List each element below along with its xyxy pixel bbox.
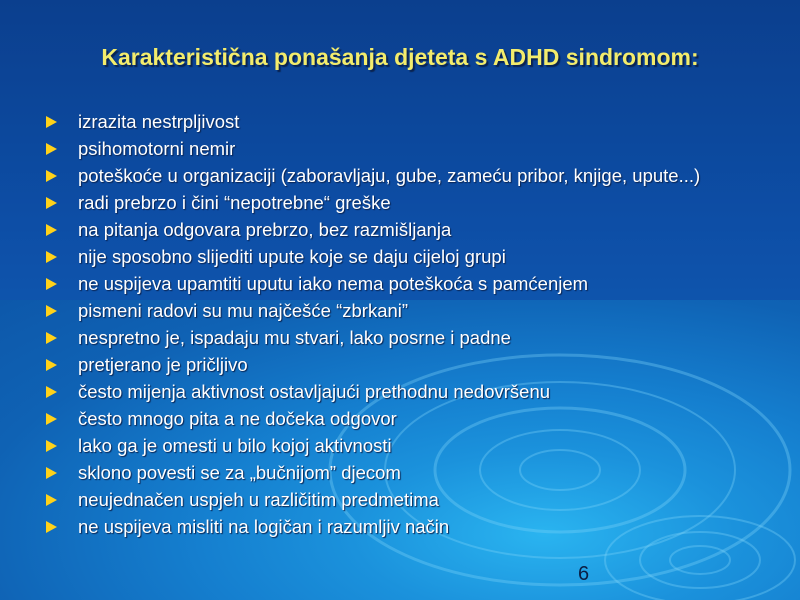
triangle-bullet-icon [46, 251, 57, 263]
list-item-text: nije sposobno slijediti upute koje se daju cijeloj grupi [78, 246, 506, 267]
list-item [46, 328, 766, 348]
list-item [46, 436, 766, 456]
triangle-bullet-icon [46, 494, 57, 506]
triangle-bullet-icon [46, 440, 57, 452]
triangle-bullet-icon [46, 359, 57, 371]
list-item [46, 193, 766, 213]
list-item [46, 112, 766, 132]
list-item-text: često mnogo pita a ne dočeka odgovor [78, 408, 397, 429]
list-item [46, 247, 766, 267]
triangle-bullet-icon [46, 143, 57, 155]
triangle-bullet-icon [46, 386, 57, 398]
slide-title: Karakteristična ponašanja djeteta s ADHD sindromom: [101, 44, 699, 70]
list-item [46, 409, 766, 429]
triangle-bullet-icon [46, 197, 57, 209]
triangle-bullet-icon [46, 224, 57, 236]
triangle-bullet-icon [46, 521, 57, 533]
list-item [46, 463, 766, 483]
list-item-text: pismeni radovi su mu najčešće “zbrkani” [78, 300, 409, 321]
list-item [46, 220, 766, 240]
list-item-text: pretjerano je pričljivo [78, 354, 248, 375]
triangle-bullet-icon [46, 467, 57, 479]
triangle-bullet-icon [46, 278, 57, 290]
triangle-bullet-icon [46, 332, 57, 344]
list-item [46, 301, 766, 321]
list-item [46, 139, 766, 159]
list-item [46, 382, 766, 402]
triangle-bullet-icon [46, 305, 57, 317]
triangle-bullet-icon [46, 116, 57, 128]
list-item [46, 274, 766, 294]
list-item-text: ne uspijeva upamtiti uputu iako nema poteškoća s pamćenjem [78, 273, 589, 294]
list-item [46, 490, 766, 510]
triangle-bullet-icon [46, 170, 57, 182]
page-number: 6 [578, 563, 590, 585]
list-item-text: poteškoće u organizaciji (zaboravljaju, gube, zameću pribor, knjige, upute...) [78, 165, 701, 186]
list-item-text: neujednačen uspjeh u različitim predmetima [78, 489, 439, 510]
list-item-text: lako ga je omesti u bilo kojoj aktivnosti [78, 435, 392, 456]
list-item-text: nespretno je, ispadaju mu stvari, lako posrne i padne [78, 327, 511, 348]
list-item [46, 166, 766, 186]
list-item-text: sklono povesti se za „bučnijom” djecom [78, 462, 401, 483]
list-item-text: psihomotorni nemir [78, 138, 236, 159]
list-item-text: radi prebrzo i čini “nepotrebne“ greške [78, 192, 391, 213]
list-item-text: izrazita nestrpljivost [78, 111, 240, 132]
list-item [46, 355, 766, 375]
list-item [46, 517, 766, 537]
bullet-list [46, 112, 766, 544]
list-item-text: na pitanja odgovara prebrzo, bez razmišljanja [78, 219, 452, 240]
list-item-text: često mijenja aktivnost ostavljajući prethodnu nedovršenu [78, 381, 551, 402]
triangle-bullet-icon [46, 413, 57, 425]
list-item-text: ne uspijeva misliti na logičan i razumljiv način [78, 516, 450, 537]
